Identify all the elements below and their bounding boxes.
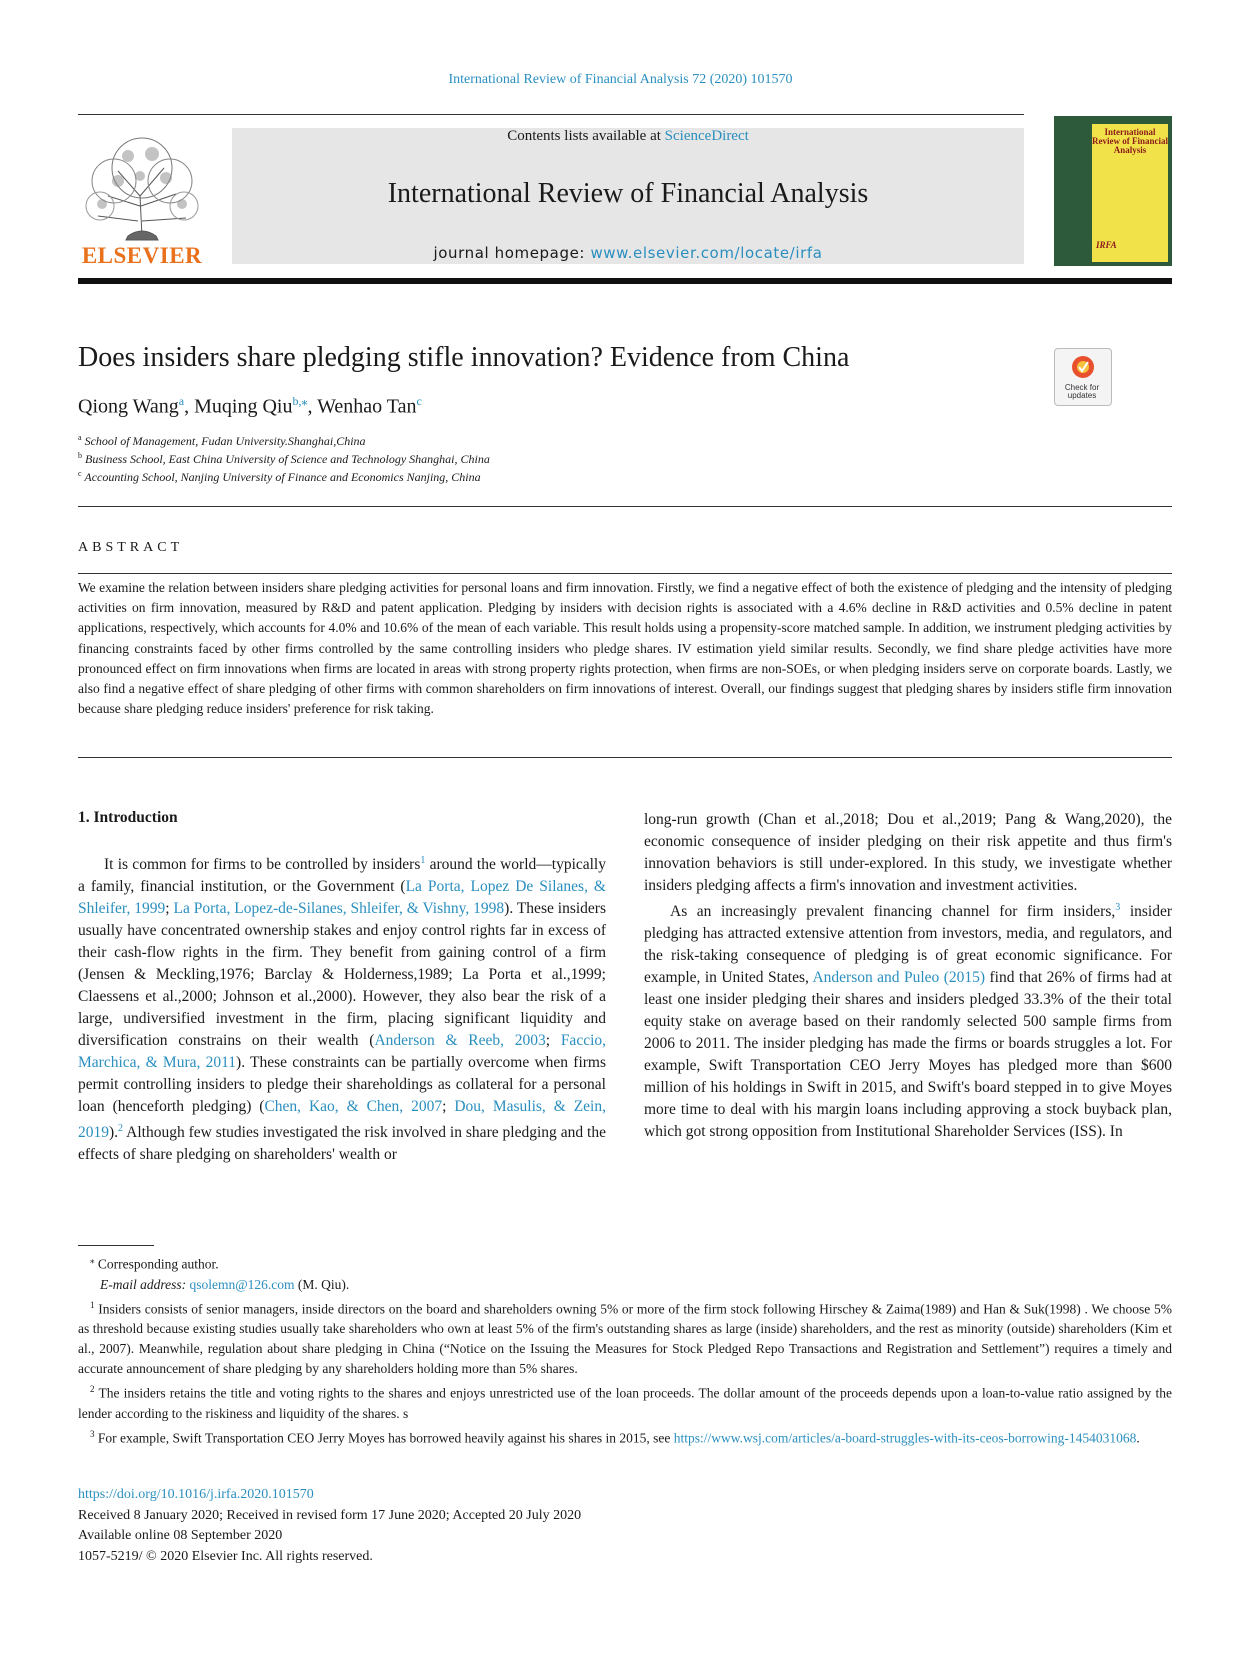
citation-link[interactable]: Chen, Kao, & Chen, 2007: [264, 1098, 443, 1116]
affiliation: [78, 433, 366, 449]
citation-link[interactable]: Dou, Masulis, & Zein, 2019: [78, 1098, 606, 1142]
affiliation-sup: a: [78, 433, 82, 442]
affiliation-text: Accounting School, Nanjing University of Finance and Economics Nanjing, China: [84, 470, 481, 484]
body-text: ;: [442, 1098, 455, 1116]
citation-link[interactable]: La Porta, Lopez De Silanes, & Shleifer, 1999: [78, 878, 606, 918]
author-list: [78, 394, 422, 419]
body-text: around the world—typically a family, financial institution, or the Government (: [78, 856, 606, 896]
doi-link[interactable]: https://doi.org/10.1016/j.irfa.2020.101570: [78, 1487, 314, 1502]
homepage-prefix: journal homepage:: [433, 244, 591, 262]
citation-link[interactable]: Anderson and Puleo (2015): [812, 969, 986, 987]
body-column-right: [644, 809, 1172, 1143]
author-affil-sup[interactable]: a: [178, 394, 185, 408]
author-name[interactable]: Qiong Wang: [78, 395, 179, 418]
body-text: ).: [109, 1124, 119, 1142]
footnote-text: Insiders consists of senior managers, inside directors on the board and shareholders owning 5% or more of the firm stock following Hirschey & Zaima(1989) and Han & Suk(1998) . We choose 5% as threshold because existing studies usually take shareholders who own at least 5% of the firm's outstanding shares as large (inside) shareholders, and the rest as minority (outside) shareholders (Kim et al., 2007). Meanwhile, regulation about share pledging in China (“Notice on the Issuing the Measures for Stock Pledged Repo Transactions and Registration and Settlement”) requires a timely and accurate announcement of share pledging by any shareholders holding more than 5% shares.: [78, 1301, 1173, 1376]
citation-link[interactable]: Faccio, Marchica, & Mura, 2011: [78, 1032, 607, 1072]
footnote-corresponding: [78, 1250, 1172, 1275]
footnote-text: For example, Swift Transportation CEO Jerry Moyes has borrowed heavily against his shares in 2015, see: [97, 1430, 674, 1445]
author-name[interactable]: Wenhao Tan: [317, 395, 417, 418]
check-for-updates-label: Check for updates: [1064, 383, 1100, 400]
divider: [78, 757, 1172, 758]
section-heading: 1. Introduction: [78, 809, 178, 826]
contents-line: [232, 128, 1024, 145]
affiliation-text: School of Management, Fudan University.Shanghai,China: [84, 434, 366, 448]
divider: [78, 506, 1172, 507]
affiliation: [78, 451, 490, 467]
journal-cover-title: International Review of Financial Analysis: [1092, 127, 1168, 155]
abstract-heading: ABSTRACT: [78, 540, 184, 555]
body-text: ). These insiders usually have concentrated ownership stakes and enjoy control rights far in excess of their cash-flow rights in the firm. They benefit from gaining control of a firm (Jensen & Meckling,1976; Barclay & Holderness,1989; La Porta et al.,1999; Claessens et al.,2000; Johnson et al.,2000). However, they also bear the risk of a large, undiversified investment in the firm, placing significant liquidity and diversification constrains on their wealth (: [78, 900, 606, 1050]
journal-masthead: [232, 128, 1024, 264]
footnote-ref[interactable]: 2: [118, 1123, 124, 1135]
received-dates: Received 8 January 2020; Received in revised form 17 June 2020; Accepted 20 July 2020: [78, 1507, 582, 1523]
citation-link[interactable]: Anderson & Reeb, 2003: [374, 1032, 546, 1050]
footnote-url-link[interactable]: https://www.wsj.com/articles/a-board-struggles-with-its-ceos-borrowing-1454031068: [673, 1430, 1137, 1445]
affiliation-sup: c: [78, 469, 82, 478]
copyright: 1057-5219/ © 2020 Elsevier Inc. All rights reserved.: [78, 1548, 373, 1564]
body-text: ;: [545, 1032, 561, 1050]
footnote-rule: [78, 1245, 154, 1246]
footnotes: [78, 1250, 1172, 1448]
author-affil-sup[interactable]: c: [416, 394, 422, 408]
journal-name: International Review of Financial Analysis: [387, 178, 869, 209]
footnote-1: [78, 1295, 1172, 1380]
affiliation-sup: b: [78, 451, 82, 460]
body-text: insider pledging has attracted extensive attention from investors, media, and regulators, and the risk-taking consequence of pledging is of great economic significance. For example, in United States,: [644, 903, 1173, 987]
email-link[interactable]: qsolemn@126.com: [189, 1276, 295, 1292]
author-name[interactable]: Muqing Qiu: [194, 395, 293, 418]
author-separator: ,: [307, 395, 318, 418]
divider: [78, 573, 1172, 574]
homepage-link[interactable]: www.elsevier.com/locate/irfa: [590, 244, 823, 262]
publisher-logo-text: ELSEVIER: [81, 243, 203, 268]
author-affil-sup[interactable]: b,⁎: [292, 394, 308, 408]
footnote-2: [78, 1379, 1172, 1424]
footnote-marker: 3: [90, 1428, 95, 1439]
footnote-marker: 2: [90, 1384, 95, 1394]
contents-prefix: Contents lists available at: [507, 128, 665, 144]
footnote-ref[interactable]: 3: [1115, 902, 1121, 913]
body-text: find that 26% of firms had at least one insider pledging their shares and insiders pledged 33.3% of the their total equity stake on average based on their randomly selected 500 sample firms from 2006 to 2011. The insider pledging has made the firms or boards struggles a lot. For example, Swift Transportation CEO Jerry Moyes has pledged more than $600 million of his holdings in Swift in 2015, and Swift's board stepped in to give Moyes more time to deal with his margin loans including approving a stock buyback plan, which got strong opposition from Institutional Shareholder Services (ISS). In: [644, 969, 1172, 1141]
body-text: It is common for firms to be controlled by insiders: [104, 856, 421, 874]
journal-cover-abbr: IRFA: [1096, 240, 1117, 250]
footnote-text: The insiders retains the title and voting rights to the shares and enjoys unrestricted use of the loan proceeds. The dollar amount of the proceeds depends upon a loan-to-value ratio assigned by the lender according to the riskiness and liquidity of the shares. s: [78, 1385, 1172, 1421]
online-date: Available online 08 September 2020: [78, 1528, 283, 1543]
author-separator: ,: [184, 395, 195, 418]
masthead-thick-rule: [78, 278, 1172, 284]
footnote-ref[interactable]: 1: [420, 855, 426, 866]
body-paragraph: [78, 850, 606, 1166]
citation-link[interactable]: La Porta, Lopez-de-Silanes, Shleifer, & Vishny, 1998: [173, 900, 505, 918]
journal-homepage: [232, 244, 1024, 262]
footnote-email: [78, 1275, 1172, 1295]
body-text: Although few studies investigated the risk involved in share pledging and the effects of share pledging on shareholders' wealth or: [78, 1124, 606, 1164]
journal-citation[interactable]: International Review of Financial Analysis 72 (2020) 101570: [448, 72, 793, 87]
sciencedirect-link[interactable]: ScienceDirect: [664, 128, 749, 144]
header-rule: [78, 114, 1024, 115]
footnote-suffix: .: [1136, 1430, 1140, 1445]
body-text: As an increasingly prevalent financing channel for firm insiders,: [670, 903, 1116, 921]
article-title: Does insiders share pledging stifle innovation? Evidence from China: [78, 342, 850, 373]
email-label: E-mail address:: [100, 1276, 190, 1292]
footnote-3: [78, 1424, 1172, 1449]
body-text: ;: [165, 900, 174, 918]
body-paragraph: long-run growth (Chan et al.,2018; Dou et al.,2019; Pang & Wang,2020), the economic consequence of insider pledging on their risk appetite and thus firm's innovation behaviors is still under-explored. In this study, we investigate whether insiders pledging affects a firm's innovation and investment activities.: [644, 811, 1172, 894]
body-column-left: [78, 850, 606, 1166]
body-text: ). These constraints can be partially overcome when firms permit controlling insiders to pledge their shareholdings as collateral for a personal loan (henceforth pledging) (: [78, 1054, 606, 1116]
article-metadata: [78, 1485, 581, 1567]
abstract-text: We examine the relation between insiders share pledging activities for personal loans and firm innovation. Firstly, we find a negative effect of both the existence of pledging and the intensity of pledging activities on firm innovation, measured by R&D and patent application. Pledging by insiders with decision rights is associated with a 4.6% decline in R&D activities and 0.5% decline in patent applications, respectively, which accounts for 4.0% and 10.6% of the mean of each variable. This result holds using a propensity-score matched sample. In addition, we instrument pledging activities by financing constraints faced by other firms controlled by the same controlling insiders who pledge shares. IV estimation yield similar results. Secondly, we find share pledge activities have more pronounced effect on firm innovations when firms are located in areas with strong property rights protection, when firms are non-SOEs, or when pledging insiders serve on corporate boards. Lastly, we also find a negative effect of share pledging of other firms with common shareholders on firm innovations of interest. Overall, our findings suggest that pledging shares by insiders stifle firm innovation because share pledging reduce insiders' preference for risk taking.: [78, 580, 1172, 717]
affiliation-text: Business School, East China University of Science and Technology Shanghai, China: [85, 452, 490, 466]
affiliation: [78, 469, 481, 485]
footnote-marker: ⁎: [90, 1255, 95, 1265]
body-paragraph: [644, 897, 1172, 1143]
footnote-text: Corresponding author.: [97, 1256, 219, 1272]
email-suffix: (M. Qiu).: [294, 1276, 350, 1292]
footnote-marker: 1: [90, 1299, 95, 1310]
